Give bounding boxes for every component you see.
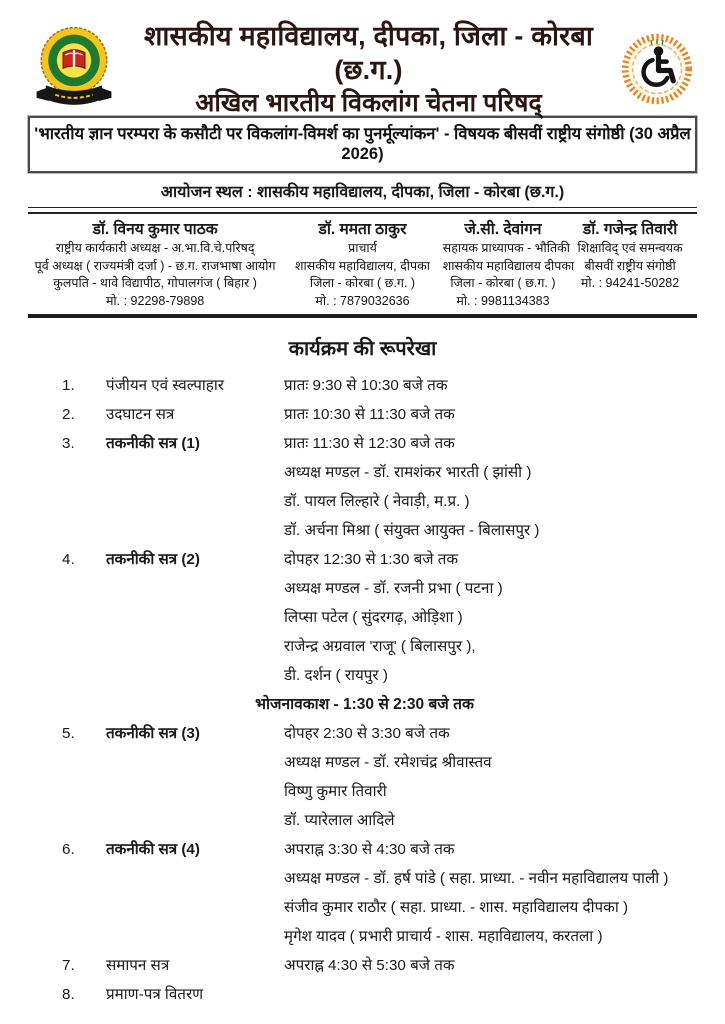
organizer-detail-line: शासकीय महाविद्यालय, दीपका — [295, 258, 430, 273]
organizer-column — [442, 220, 575, 310]
schedule-row-number — [62, 806, 106, 835]
organizer-column — [28, 220, 282, 310]
header — [28, 21, 697, 117]
schedule-row-label — [106, 777, 284, 806]
schedule-row-label — [106, 748, 284, 777]
schedule-row — [62, 603, 667, 632]
schedule-row-number — [62, 632, 106, 661]
schedule-row-label: तकनीकी सत्र (4) — [106, 841, 200, 858]
schedule-row-detail: अध्यक्ष मण्डल - डॉ. हर्ष पांडे ( सहा. प्राध्या. - नवीन महाविद्यालय पाली ) — [284, 870, 669, 887]
schedule-row — [62, 980, 667, 1009]
schedule-row — [62, 458, 667, 487]
schedule-row-detail: मृगेश यादव ( प्रभारी प्राचार्य - शास. महाविद्यालय, करतला ) — [284, 928, 603, 945]
schedule-row-label — [106, 603, 284, 632]
schedule-row — [62, 516, 667, 545]
schedule-row-detail: दोपहर 12:30 से 1:30 बजे तक — [284, 551, 459, 568]
council-title: अखिल भारतीय विकलांग चेतना परिषद् — [195, 89, 542, 117]
schedule-row-number — [62, 603, 106, 632]
schedule-row — [62, 777, 667, 806]
schedule-row — [62, 545, 667, 574]
schedule-row-label — [106, 661, 284, 690]
venue-line: आयोजन स्थल : शासकीय महाविद्यालय, दीपका, जिला - कोरबा (छ.ग.) — [28, 173, 697, 208]
organizer-detail-line: जिला - कोरबा ( छ.ग. ) — [450, 276, 556, 290]
organizer-column — [563, 220, 697, 310]
college-title: शासकीय महाविद्यालय, दीपका, जिला - कोरबा (छ.ग.) — [143, 21, 594, 85]
organizer-detail-line: मो. : 94241-50282 — [580, 276, 680, 290]
schedule-row-number — [62, 922, 106, 951]
schedule-row-detail: राजेन्द्र अग्रवाल 'राजू' ( बिलासपुर ), — [284, 638, 476, 655]
college-emblem-graphic — [35, 26, 113, 112]
program-title: कार्यक्रम की रूपरेखा — [288, 338, 437, 360]
organizer-name: जे.सी. देवांगन — [464, 221, 542, 238]
schedule-row-number: 2. — [62, 406, 75, 423]
schedule-row-label — [106, 487, 284, 516]
schedule-row-number — [62, 748, 106, 777]
header-titles — [120, 19, 617, 119]
schedule-row-label: तकनीकी सत्र (3) — [106, 725, 200, 742]
schedule-row — [62, 893, 667, 922]
schedule-row-detail: प्रातः 10:30 से 11:30 बजे तक — [284, 406, 455, 423]
schedule-row-label — [106, 458, 284, 487]
schedule-row-label: प्रमाण-पत्र वितरण — [106, 986, 204, 1003]
schedule-row — [62, 574, 667, 603]
schedule-row-label — [106, 864, 284, 893]
schedule-list — [28, 371, 697, 1009]
organizer-detail-line: शिक्षाविद् एवं समन्वयक — [577, 241, 683, 255]
schedule-row-label — [106, 574, 284, 603]
organizer-name: डॉ. गजेन्द्र तिवारी — [582, 221, 678, 238]
schedule-row — [62, 864, 667, 893]
organizer-detail-line: मो. : 92298-79898 — [105, 293, 205, 308]
organizer-detail-line: राष्ट्रीय कार्यकारी अध्यक्ष - अ.भा.वि.चे.परिषद् — [55, 241, 255, 255]
schedule-row-label: पंजीयन एवं स्वल्पाहार — [106, 377, 224, 394]
schedule-row-detail: अध्यक्ष मण्डल - डॉ. रामशंकर भारती ( झांसी ) — [284, 464, 532, 481]
organizers-grid — [28, 218, 697, 314]
organizer-detail-line: कुलपति - थावे विद्यापीठ, गोपालगंज ( बिहार ) — [53, 276, 257, 290]
lunch-break-line: भोजनावकाश - 1:30 से 2:30 बजे तक — [255, 696, 474, 713]
schedule-row-detail: प्रातः 9:30 से 10:30 बजे तक — [284, 377, 448, 394]
schedule-row-detail: अध्यक्ष मण्डल - डॉ. रमेशचंद्र श्रीवास्तव — [284, 754, 492, 771]
schedule-row-number: 8. — [62, 986, 75, 1003]
schedule-row-number: 4. — [62, 551, 75, 568]
schedule-row-label — [106, 893, 284, 922]
schedule-row-number: 1. — [62, 377, 75, 394]
schedule-row-detail: अपराह्न 3:30 से 4:30 बजे तक — [284, 841, 455, 858]
schedule-row-detail: डॉ. प्यारेलाल आदिले — [284, 812, 395, 829]
schedule-row-detail: डॉ. पायल लिल्हारे ( नेवाड़ी, म.प्र. ) — [284, 493, 470, 510]
organizers-section — [28, 212, 697, 318]
schedule-row-detail: संजीव कुमार राठौर ( सहा. प्राध्या. - शास. महाविद्यालय दीपका ) — [284, 899, 629, 916]
schedule-row — [62, 632, 667, 661]
wheelchair-icon — [617, 32, 697, 106]
organizer-detail-line: मो. : 9981134383 — [456, 293, 550, 308]
schedule-row-label: समापन सत्र — [106, 957, 170, 974]
schedule-row-number: 3. — [62, 435, 75, 452]
organizer-detail-line: शासकीय महाविद्यालय दीपका — [442, 258, 575, 273]
organizer-name: डॉ. ममता ठाकुर — [318, 221, 407, 238]
organizer-details — [282, 240, 443, 310]
schedule-row — [62, 806, 667, 835]
disability-council-emblem-graphic — [620, 32, 694, 106]
schedule-row-number: 7. — [62, 957, 75, 974]
schedule-row — [62, 661, 667, 690]
schedule-row — [62, 719, 667, 748]
schedule-row-number — [62, 458, 106, 487]
organizer-detail-line: पूर्व अध्यक्ष ( राज्यमंत्री दर्जा ) - छ.ग. राजभाषा आयोग — [34, 258, 276, 273]
schedule-row-number — [62, 661, 106, 690]
schedule-row-detail — [284, 980, 667, 1009]
schedule-row-number — [62, 487, 106, 516]
schedule-row — [62, 429, 667, 458]
schedule-row-number — [62, 574, 106, 603]
organizer-detail-line: सहायक प्राध्यापक - भौतिकी — [442, 241, 570, 255]
schedule-row — [62, 371, 667, 400]
schedule-row-detail: अपराह्न 4:30 से 5:30 बजे तक — [284, 957, 455, 974]
organizer-name: डॉ. विनय कुमार पाठक — [92, 221, 218, 238]
schedule-row — [62, 922, 667, 951]
schedule-row-label: तकनीकी सत्र (2) — [106, 551, 200, 568]
schedule-row-number — [62, 864, 106, 893]
seminar-theme-banner: 'भारतीय ज्ञान परम्परा के कसौटी पर विकलांग-विमर्श का पुनर्मूल्यांकन' - विषयक बीसवीं राष्ट्रीय संगोष्ठी (30 अप्रैल 2026) — [28, 116, 697, 173]
schedule-row — [62, 835, 667, 864]
schedule-row — [62, 951, 667, 980]
schedule-row-detail: डॉ. अर्चना मिश्रा ( संयुक्त आयुक्त - बिलासपुर ) — [284, 522, 540, 539]
schedule-row-number — [62, 516, 106, 545]
schedule-row-number — [62, 893, 106, 922]
organizer-detail-line: बीसवीं राष्ट्रीय संगोष्ठी — [584, 258, 676, 273]
organizer-details — [442, 240, 575, 310]
organizer-details — [28, 240, 282, 310]
schedule-row-detail: विष्णु कुमार तिवारी — [284, 783, 387, 800]
organizer-column — [282, 220, 443, 310]
schedule-row-detail: दोपहर 2:30 से 3:30 बजे तक — [284, 725, 450, 742]
schedule-row-label — [106, 806, 284, 835]
schedule-row-label: उदघाटन सत्र — [106, 406, 175, 423]
schedule-row-detail: प्रातः 11:30 से 12:30 बजे तक — [284, 435, 455, 452]
schedule-row-label — [106, 516, 284, 545]
organizer-details — [563, 240, 697, 293]
schedule-row-detail: लिप्सा पटेल ( सुंदरगढ़, ओड़िशा ) — [284, 609, 463, 626]
schedule-row — [62, 748, 667, 777]
schedule-row-detail: डी. दर्शन ( रायपुर ) — [284, 667, 388, 684]
organizer-detail-line: जिला - कोरबा ( छ.ग. ) — [309, 276, 416, 290]
schedule-row-label: तकनीकी सत्र (1) — [106, 435, 200, 452]
schedule-row-label — [106, 922, 284, 951]
schedule-row-detail: अध्यक्ष मण्डल - डॉ. रजनी प्रभा ( पटना ) — [284, 580, 503, 597]
college-emblem-icon — [28, 26, 120, 112]
organizer-detail-line: प्राचार्य — [348, 241, 377, 255]
organizer-detail-line: मो. : 7879032636 — [315, 293, 410, 308]
schedule-row-number — [62, 777, 106, 806]
schedule-row — [62, 487, 667, 516]
schedule-row — [62, 400, 667, 429]
schedule-row-label — [106, 632, 284, 661]
schedule-row-number: 5. — [62, 725, 75, 742]
schedule-row-number: 6. — [62, 841, 75, 858]
